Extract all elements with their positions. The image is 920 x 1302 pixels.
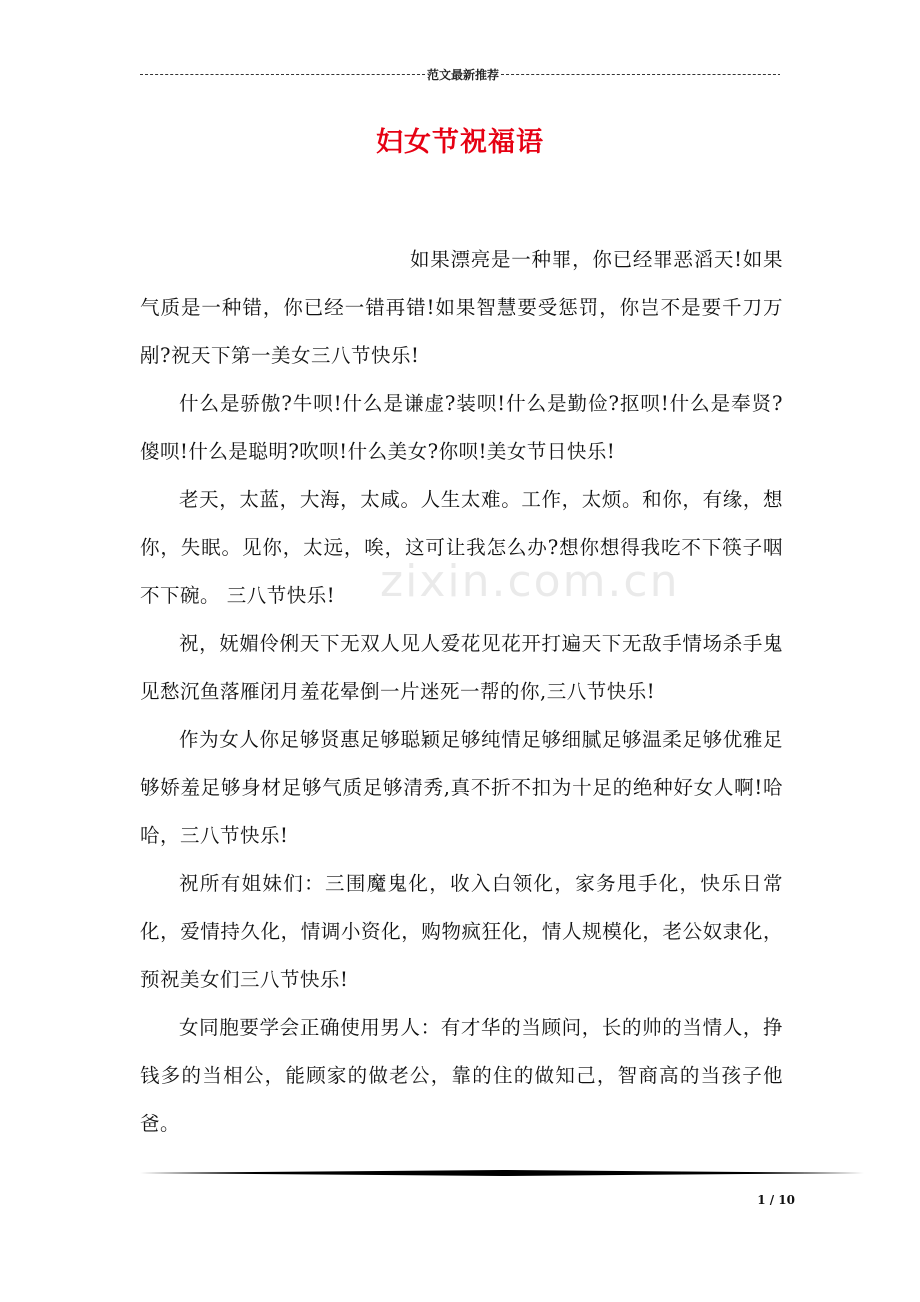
header-dashes-right: [501, 74, 780, 75]
document-title: 妇女节祝福语: [376, 127, 544, 158]
footer-divider: [140, 1170, 864, 1176]
paragraph: 作为女人你足够贤惠足够聪颖足够纯情足够细腻足够温柔足够优雅足够娇羞足够身材足够气质足够清秀,真不折不扣为十足的绝种好女人啊!哈哈，三八节快乐!: [140, 728, 783, 847]
header-label: 范文最新推荐: [427, 68, 500, 82]
page-number: 1 / 10: [757, 1193, 795, 1207]
paragraph: 女同胞要学会正确使用男人：有才华的当顾问，长的帅的当情人，挣钱多的当相公，能顾家的做老公，靠的住的做知己，智商高的当孩子他爸。: [140, 1016, 783, 1135]
paragraph: 祝，妩媚伶俐天下无双人见人爱花见花开打遍天下无敌手情场杀手鬼见愁沉鱼落雁闭月羞花晕倒一片迷死一帮的你,三八节快乐!: [140, 632, 783, 703]
header-dashes-left: [140, 74, 425, 75]
paragraph: 老天，太蓝，大海，太咸。人生太难。工作，太烦。和你，有缘，想你，失眠。见你，太远，唉，这可让我怎么办?想你想得我吃不下筷子咽不下碗。 三八节快乐!: [140, 488, 783, 607]
header-banner: [140, 66, 780, 83]
paragraph: 祝所有姐妹们：三围魔鬼化，收入白领化，家务甩手化，快乐日常化，爱情持久化，情调小资化，购物疯狂化，情人规模化，老公奴隶化，预祝美女们三八节快乐!: [140, 872, 783, 991]
watermark: zixin.com.cn: [380, 556, 680, 607]
paragraph: 什么是骄傲?牛呗!什么是谦虚?装呗!什么是勤俭?抠呗!什么是奉贤?傻呗!什么是聪明?吹呗!什么美女?你呗!美女节日快乐!: [140, 392, 783, 463]
document-body: [140, 236, 783, 1148]
paragraph: 如果漂亮是一种罪，你已经罪恶滔天!如果气质是一种错，你已经一错再错!如果智慧要受惩罚，你岂不是要千刀万剐?祝天下第一美女三八节快乐!: [140, 248, 783, 367]
